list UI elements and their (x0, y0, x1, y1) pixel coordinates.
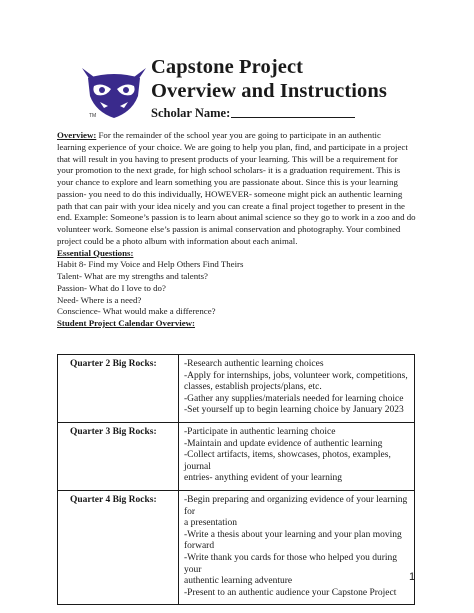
overview-line: your promotion to the next grade, for high school scholars- it is a graduation requirement. This is (57, 165, 401, 176)
overview-line: that will result in you having to present products of your learning. This will be a requirement for (57, 153, 398, 164)
page-number: 1 (409, 571, 416, 583)
essential-question-item: Conscience- What would make a difference? (57, 306, 216, 317)
table-row (58, 490, 415, 604)
task-line: -Apply for internships, jobs, volunteer work, competitions, (184, 370, 408, 381)
essential-question-item: Passion- What do I love to do? (57, 282, 166, 293)
task-line: a presentation (184, 518, 238, 529)
overview-line: end. Example: Someone’s passion is to learn about animal science so they go to work in a zoo and do (57, 212, 416, 223)
task-line: -Begin preparing and organizing evidence of your learning for (184, 494, 408, 517)
task-line: entries- anything evident of your learning (184, 473, 343, 484)
overview-line: Overview: For the remainder of the school year you are going to participate in an authentic (57, 130, 381, 140)
task-line: -Write a thesis about your learning and your plan moving (184, 529, 402, 540)
essential-question-item: Need- Where is a need? (57, 294, 142, 305)
overview-line: passion- you need to do this individually, HOWEVER- someone might pick an authentic learning (57, 188, 403, 199)
title-line-2: Overview and Instructions (151, 80, 387, 102)
overview-line: your chance to explore and learn something you are passionate about. Since this is your learning (57, 177, 398, 187)
essential-questions-heading: Essential Questions: (57, 247, 134, 258)
calendar-table (57, 354, 415, 605)
quarter-tasks (179, 422, 415, 490)
task-line: authentic learning adventure (184, 576, 293, 587)
task-line: forward (184, 541, 215, 552)
scholar-name-blank (231, 117, 355, 118)
task-line: -Collect artifacts, items, showcases, photos, examples, journal (184, 450, 391, 472)
overview-label: Overview: (57, 130, 97, 140)
table-row (58, 355, 415, 423)
scholar-name-field (151, 106, 355, 121)
overview-paragraph (57, 130, 429, 248)
document-body (57, 130, 429, 330)
task-line: -Set yourself up to begin learning choice by January 2023 (184, 405, 404, 416)
quarter-label: Quarter 3 Big Rocks: (58, 422, 179, 490)
task-line: classes, establish projects/plans, etc. (184, 382, 322, 393)
essential-question-item: Talent- What are my strengths and talents? (57, 271, 208, 281)
essential-question-item: Habit 8- Find my Voice and Help Others Find Theirs (57, 259, 244, 270)
owl-mascot-logo-icon (80, 66, 148, 120)
task-line: -Write thank you cards for those who helped you during your (184, 552, 398, 575)
quarter-tasks (179, 490, 415, 604)
trademark-mark: TM (89, 113, 97, 119)
task-line: -Maintain and update evidence of authentic learning (184, 438, 383, 449)
task-line: -Gather any supplies/materials needed for learning choice (184, 393, 404, 404)
title-line-1: Capstone Project (151, 56, 304, 78)
overview-line: path that can pair with your idea nicely and you can create a final project together to present in the (57, 200, 405, 211)
scholar-name-label: Scholar Name: (151, 106, 231, 120)
overview-line: learning experience of your choice. We are going to help you plan, find, and participate in a project (57, 141, 408, 152)
task-line: -Research authentic learning choices (184, 359, 324, 369)
calendar-heading: Student Project Calendar Overview: (57, 318, 195, 328)
overview-line: volunteer work. Someone else’s passion is animal conservation and photography. Your combined (57, 224, 401, 234)
task-line: -Participate in authentic learning choice (184, 426, 336, 437)
quarter-tasks (179, 355, 415, 423)
task-line: -Present to an authentic audience your Capstone Project (184, 587, 397, 598)
quarter-label: Quarter 2 Big Rocks: (58, 355, 179, 423)
quarter-label: Quarter 4 Big Rocks: (58, 490, 179, 604)
table-row (58, 422, 415, 490)
overview-line: project could be a photo album with information about each animal. (57, 235, 298, 246)
